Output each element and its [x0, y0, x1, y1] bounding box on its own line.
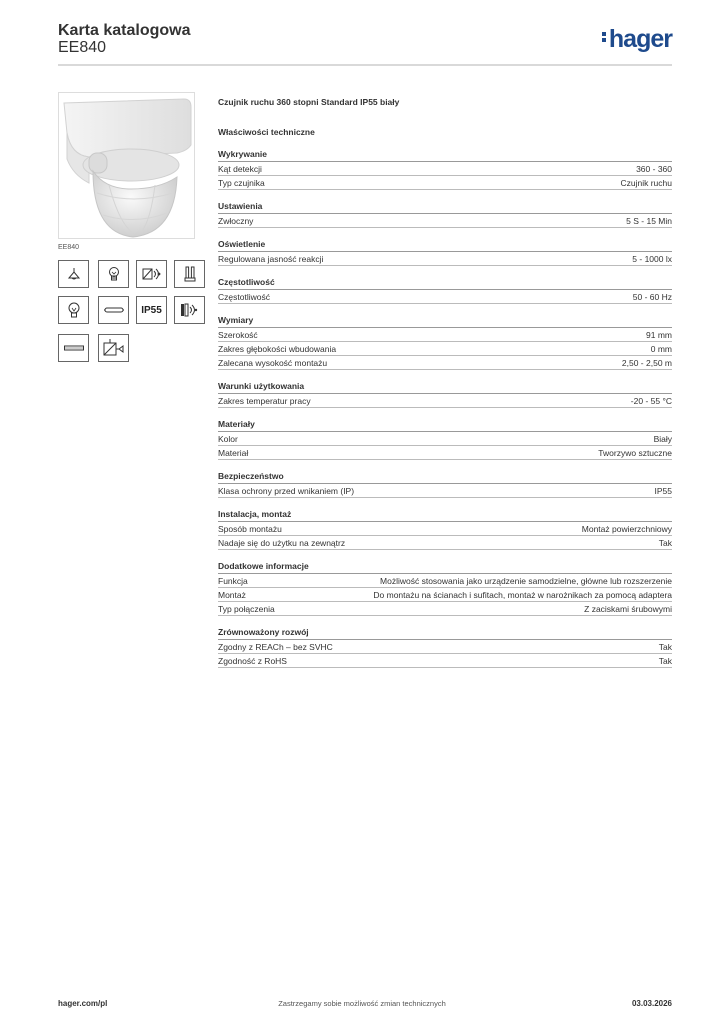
spec-value: Montaż powierzchniowy [581, 524, 672, 534]
spec-section [218, 277, 672, 304]
spec-row [218, 574, 672, 588]
spec-label: Typ połączenia [218, 604, 275, 614]
spec-row [218, 588, 672, 602]
spec-row [218, 432, 672, 446]
spec-label: Typ czujnika [218, 178, 265, 188]
spec-label: Regulowana jasność reakcji [218, 254, 324, 264]
spec-value: -20 - 55 °C [630, 396, 672, 406]
spec-row [218, 162, 672, 176]
spec-value: 360 - 360 [636, 164, 672, 174]
spec-label: Kolor [218, 434, 238, 444]
spec-label: Klasa ochrony przed wnikaniem (IP) [218, 486, 355, 496]
spec-value: 2,50 - 2,50 m [621, 358, 672, 368]
spec-label: Kąt detekcji [218, 164, 262, 174]
spec-section [218, 419, 672, 460]
footer-website: hager.com/pl [58, 999, 108, 1008]
spec-row [218, 654, 672, 668]
spec-value: 0 mm [650, 344, 672, 354]
spec-value: 91 mm [646, 330, 672, 340]
technical-properties-heading: Właściwości techniczne [218, 127, 315, 137]
spec-row [218, 290, 672, 304]
radar-sensor-icon [174, 296, 205, 324]
spec-value: Do montażu na ścianach i sufitach, montaż w narożnikach za pomocą adaptera [373, 590, 672, 600]
section-title: Dodatkowe informacje [218, 561, 672, 574]
section-title: Częstotliwość [218, 277, 672, 290]
spec-value: Z zaciskami śrubowymi [584, 604, 672, 614]
section-title: Wymiary [218, 315, 672, 328]
ip55-badge-icon [136, 296, 167, 324]
spec-label: Montaż [218, 590, 246, 600]
spec-label: Zalecana wysokość montażu [218, 358, 328, 368]
spec-section [218, 239, 672, 266]
spec-section [218, 315, 672, 370]
spec-label: Zakres temperatur pracy [218, 396, 311, 406]
spec-value: Tak [658, 656, 672, 666]
logo-text: hager [608, 25, 672, 53]
header-divider [58, 64, 672, 66]
spec-label: Zgodny z REACh – bez SVHC [218, 642, 333, 652]
footer-notice: Zastrzegamy sobie możliwość zmian technicznych [278, 999, 446, 1008]
spec-value: Tworzywo sztuczne [598, 448, 672, 458]
spec-section [218, 471, 672, 498]
spec-section [218, 381, 672, 408]
spec-row [218, 446, 672, 460]
spec-row [218, 522, 672, 536]
spec-label: Szerokość [218, 330, 258, 340]
spec-row [218, 484, 672, 498]
spec-row [218, 176, 672, 190]
spec-value: Możliwość stosowania jako urządzenie samodzielne, główne lub rozszerzenie [380, 576, 672, 586]
ceiling-lamp-icon [58, 260, 89, 288]
section-title: Zrównoważony rozwój [218, 627, 672, 640]
ip55-label: IP55 [141, 304, 162, 316]
spec-sections [218, 149, 672, 668]
spec-section [218, 561, 672, 616]
product-name: Czujnik ruchu 360 stopni Standard IP55 biały [218, 97, 400, 107]
spec-value: 5 S - 15 Min [626, 216, 672, 226]
spec-row [218, 342, 672, 356]
spec-value: Tak [658, 538, 672, 548]
light-bulb-icon [58, 296, 89, 324]
spec-row [218, 536, 672, 550]
spec-value: Biały [653, 434, 672, 444]
spec-label: Sposób montażu [218, 524, 282, 534]
spec-section [218, 509, 672, 550]
spec-label: Częstotliwość [218, 292, 270, 302]
product-image [58, 92, 195, 239]
spec-row [218, 356, 672, 370]
section-title: Oświetlenie [218, 239, 672, 252]
section-title: Warunki użytkowania [218, 381, 672, 394]
lux-sensor-icon [98, 334, 129, 362]
spec-row [218, 252, 672, 266]
page-title: Karta katalogowa [58, 22, 191, 39]
linear-lamp-icon [98, 296, 129, 324]
spec-row [218, 640, 672, 654]
footer-date: 03.03.2026 [631, 999, 672, 1008]
spec-value: 50 - 60 Hz [632, 292, 672, 302]
spec-section [218, 627, 672, 668]
spec-label: Zgodność z RoHS [218, 656, 287, 666]
specification-panel [218, 97, 672, 679]
spec-row [218, 602, 672, 616]
spec-value: Tak [658, 642, 672, 652]
product-code: EE840 [58, 39, 107, 56]
spec-label: Zakres głębokości wbudowania [218, 344, 337, 354]
spec-label: Nadaje się do użytku na zewnątrz [218, 538, 346, 548]
bulb-socket-icon [98, 260, 129, 288]
section-title: Wykrywanie [218, 149, 672, 162]
section-title: Materiały [218, 419, 672, 432]
spec-label: Materiał [218, 448, 249, 458]
spec-value: IP55 [654, 486, 672, 496]
tube-lamp-icon [58, 334, 89, 362]
section-title: Instalacja, montaż [218, 509, 672, 522]
spec-section [218, 201, 672, 228]
hager-logo [602, 27, 672, 52]
section-title: Ustawienia [218, 201, 672, 214]
spec-row [218, 394, 672, 408]
spec-row [218, 328, 672, 342]
spec-row [218, 214, 672, 228]
section-title: Bezpieczeństwo [218, 471, 672, 484]
motion-sensor-icon [136, 260, 167, 288]
spec-section [218, 149, 672, 190]
spec-label: Funkcja [218, 576, 248, 586]
spec-label: Zwłoczny [218, 216, 254, 226]
product-image-caption: EE840 [58, 244, 80, 251]
spec-value: Czujnik ruchu [620, 178, 672, 188]
spec-value: 5 - 1000 lx [632, 254, 672, 264]
fluorescent-tube-icon [174, 260, 205, 288]
